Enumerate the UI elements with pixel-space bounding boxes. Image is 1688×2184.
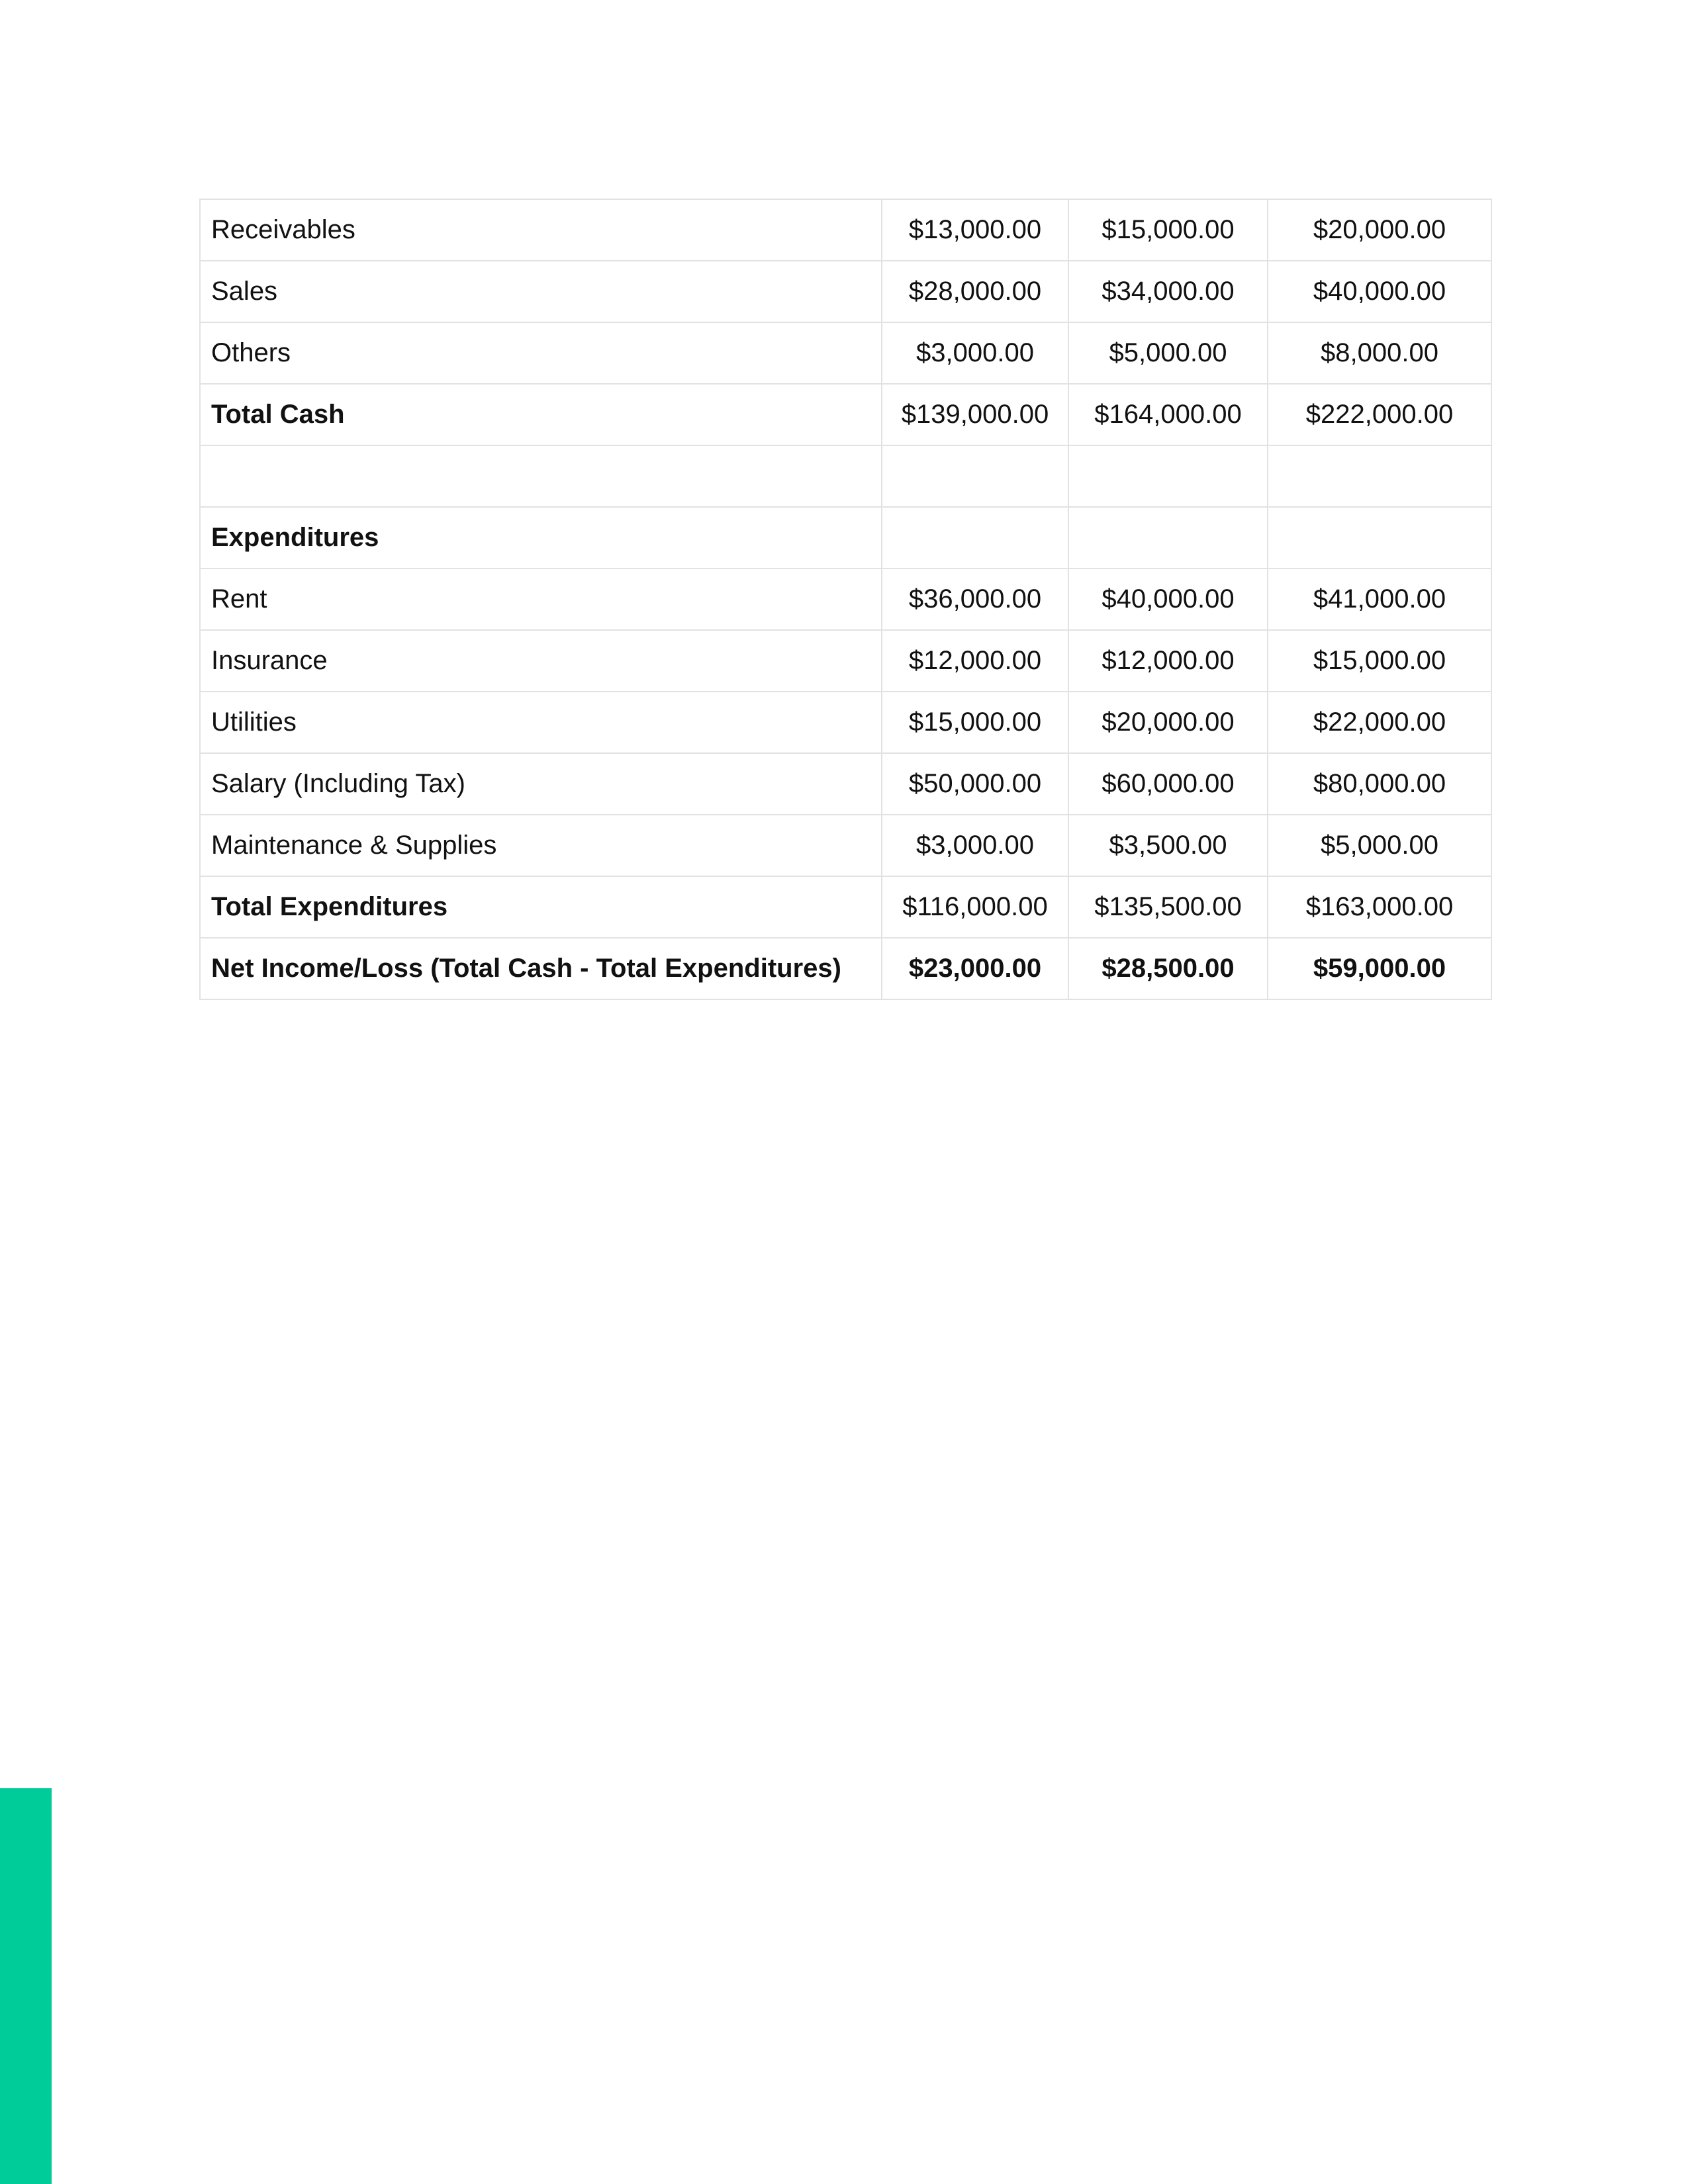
year-2-value: $34,000.00	[1068, 261, 1268, 322]
year-2-value: $28,500.00	[1068, 938, 1268, 999]
table-row	[200, 815, 1491, 876]
year-3-value	[1268, 445, 1491, 507]
year-3-value: $5,000.00	[1268, 815, 1491, 876]
year-1-value: $116,000.00	[882, 876, 1068, 938]
empty-row	[200, 445, 1491, 507]
year-2-value	[1068, 445, 1268, 507]
year-1-value	[882, 445, 1068, 507]
year-1-value: $3,000.00	[882, 815, 1068, 876]
total-cash-label: Total Cash	[200, 384, 882, 445]
row-label: Maintenance & Supplies	[200, 815, 882, 876]
table-row	[200, 199, 1491, 261]
year-2-value: $12,000.00	[1068, 630, 1268, 692]
year-1-value: $23,000.00	[882, 938, 1068, 999]
net-income-label: Net Income/Loss (Total Cash - Total Expenditures)	[200, 938, 882, 999]
year-3-value: $15,000.00	[1268, 630, 1491, 692]
year-1-value: $15,000.00	[882, 692, 1068, 753]
cash-flow-table	[199, 199, 1492, 1000]
table-row	[200, 753, 1491, 815]
year-1-value	[882, 507, 1068, 569]
year-2-value: $15,000.00	[1068, 199, 1268, 261]
row-label: Sales	[200, 261, 882, 322]
net-income-row	[200, 938, 1491, 999]
table-row	[200, 692, 1491, 753]
year-1-value: $50,000.00	[882, 753, 1068, 815]
section-header-row	[200, 507, 1491, 569]
year-3-value: $20,000.00	[1268, 199, 1491, 261]
year-2-value	[1068, 507, 1268, 569]
row-label: Receivables	[200, 199, 882, 261]
year-2-value: $20,000.00	[1068, 692, 1268, 753]
year-3-value: $22,000.00	[1268, 692, 1491, 753]
year-1-value: $36,000.00	[882, 569, 1068, 630]
year-3-value: $40,000.00	[1268, 261, 1491, 322]
row-label: Rent	[200, 569, 882, 630]
table-row	[200, 322, 1491, 384]
year-3-value	[1268, 507, 1491, 569]
year-1-value: $28,000.00	[882, 261, 1068, 322]
year-2-value: $5,000.00	[1068, 322, 1268, 384]
year-1-value: $13,000.00	[882, 199, 1068, 261]
year-2-value: $3,500.00	[1068, 815, 1268, 876]
year-1-value: $3,000.00	[882, 322, 1068, 384]
year-3-value: $80,000.00	[1268, 753, 1491, 815]
year-3-value: $222,000.00	[1268, 384, 1491, 445]
cash-flow-table-body	[200, 199, 1491, 999]
row-label: Salary (Including Tax)	[200, 753, 882, 815]
expenditures-heading: Expenditures	[200, 507, 882, 569]
year-2-value: $164,000.00	[1068, 384, 1268, 445]
row-label: Insurance	[200, 630, 882, 692]
year-1-value: $139,000.00	[882, 384, 1068, 445]
row-label: Utilities	[200, 692, 882, 753]
table-row	[200, 569, 1491, 630]
year-2-value: $40,000.00	[1068, 569, 1268, 630]
total-expenditures-label: Total Expenditures	[200, 876, 882, 938]
year-3-value: $41,000.00	[1268, 569, 1491, 630]
table-row	[200, 630, 1491, 692]
table-row	[200, 261, 1491, 322]
year-1-value: $12,000.00	[882, 630, 1068, 692]
row-label: Others	[200, 322, 882, 384]
year-3-value: $59,000.00	[1268, 938, 1491, 999]
year-3-value: $8,000.00	[1268, 322, 1491, 384]
total-cash-row	[200, 384, 1491, 445]
row-label	[200, 445, 882, 507]
year-2-value: $135,500.00	[1068, 876, 1268, 938]
total-expenditures-row	[200, 876, 1491, 938]
year-2-value: $60,000.00	[1068, 753, 1268, 815]
accent-bar	[0, 1788, 52, 2184]
year-3-value: $163,000.00	[1268, 876, 1491, 938]
